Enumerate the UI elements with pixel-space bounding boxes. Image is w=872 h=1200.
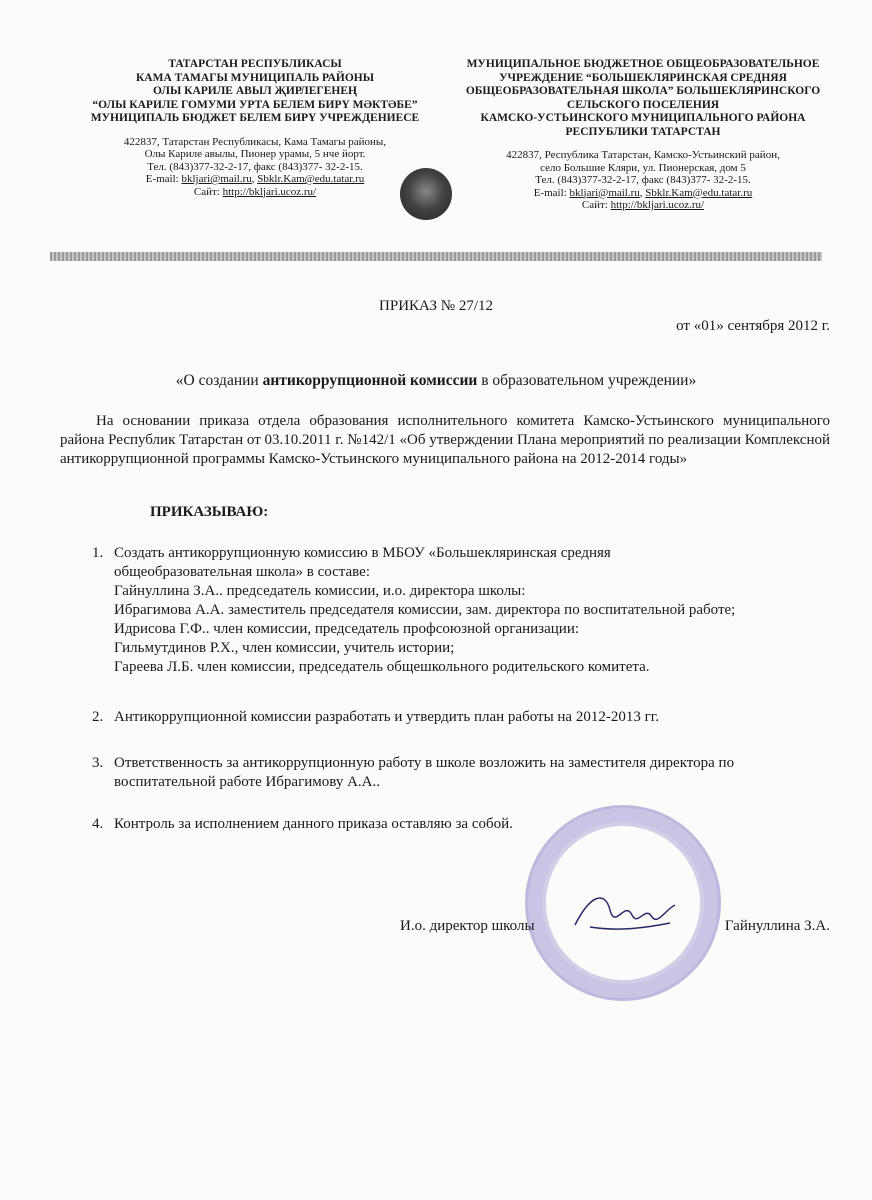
org-line: МУНИЦИПАЛЬНОЕ БЮДЖЕТНОЕ ОБЩЕОБРАЗОВАТЕЛЬНОЕ: [466, 58, 820, 70]
item-number: 1.: [92, 545, 104, 561]
order-date: от «01» сентября 2012 г.: [676, 318, 830, 334]
item-text: Ответственность за антикоррупционную работу в школе возложить на заместителя директора по воспитательной работе Ибрагимову А.А..: [114, 755, 735, 790]
heading-text: в образовательном учреждении»: [477, 372, 697, 389]
org-line: СЕЛЬСКОГО ПОСЕЛЕНИЯ: [566, 98, 720, 111]
header-right: [448, 58, 838, 212]
site-line: [90, 186, 420, 199]
header-divider: [50, 252, 822, 261]
site-label: Сайт:: [581, 199, 611, 211]
member-line: Гильмутдинов Р.Х., член комиссии, учитель истории;: [114, 640, 455, 656]
member-line: Гареева Л.Б. член комиссии, председатель общешкольного родительского комитета.: [114, 659, 650, 675]
item-number: 3.: [92, 755, 104, 771]
site-label: Сайт:: [193, 185, 223, 198]
org-line: “ОЛЫ КАРИЛЕ ГОМУМИ УРТА БЕЛЕМ БИРҮ МӘКТӘБЕ”: [92, 98, 418, 111]
email-link[interactable]: Sbklr.Kam@edu.tatar.ru: [645, 186, 753, 199]
separator: ,: [251, 173, 258, 185]
org-line: ОБЩЕОБРАЗОВАТЕЛЬНАЯ ШКОЛА” БОЛЬШЕКЛЯРИНСКОГО: [465, 85, 821, 97]
member-line: Гайнуллина З.А.. председатель комиссии, и.о. директора школы:: [114, 583, 526, 599]
org-line: УЧРЕЖДЕНИЕ “БОЛЬШЕКЛЯРИНСКАЯ СРЕДНЯЯ: [499, 71, 787, 84]
signer-name: Гайнуллина З.А.: [724, 918, 830, 934]
email-line: [90, 173, 420, 186]
list-item: [92, 815, 832, 834]
heading-bold: антикоррупционной комиссии: [262, 372, 478, 389]
email-line: [448, 187, 838, 200]
list-item: [92, 754, 832, 792]
item-number: 2.: [92, 709, 104, 725]
header-left: [90, 58, 420, 198]
address-russian: [448, 149, 838, 212]
address-line: село Большие Кляри, ул. Пионерская, дом 5: [540, 161, 746, 174]
signature: [570, 885, 680, 940]
item-text: Контроль за исполнением данного приказа оставляю за собой.: [114, 816, 513, 832]
preamble: На основании приказа отдела образования исполнительного комитета Камско-Устьинского муниципального района Республик Татарстан от 03.10.2011 г. №142/1 «Об утверждении Плана мероприятий по реализации Комплексной антикоррупционной программы Камско-Устьинского муниципального района на 2012-2014 годы»: [60, 413, 830, 467]
site-line: [448, 199, 838, 212]
heading-text: «О создании: [175, 372, 263, 389]
address-line: Олы Кариле авылы, Пионер урамы, 5 нче йорт.: [144, 148, 366, 160]
org-line: ОЛЫ КАРИЛЕ АВЫЛ ҖИРЛЕГЕНЕҢ: [153, 85, 357, 97]
phone-line: Тел. (843)377-32-2-17, факс (843)377- 32-2-15.: [535, 174, 751, 186]
org-line: РЕСПУБЛИКИ ТАТАРСТАН: [565, 125, 721, 138]
site-link[interactable]: http://bkljari.ucoz.ru/: [222, 185, 317, 198]
address-line: 422837, Татарстан Республикасы, Кама Тамагы районы,: [123, 135, 387, 148]
item-text: Антикоррупционной комиссии разработать и утвердить план работы на 2012-2013 гг.: [114, 709, 659, 725]
org-line: КАМСКО-УСТЬИНСКОГО МУНИЦИПАЛЬНОГО РАЙОНА: [480, 112, 806, 124]
signer-role: И.о. директор школы: [400, 918, 535, 934]
member-line: Идрисова Г.Ф.. член комиссии, председатель профсоюзной организации:: [114, 621, 580, 637]
org-line: МУНИЦИПАЛЬ БЮДЖЕТ БЕЛЕМ БИРҮ УЧРЕЖДЕНИЕСЕ: [90, 112, 420, 124]
org-name-tatar: [90, 58, 420, 126]
school-logo: [400, 168, 452, 220]
site-link[interactable]: http://bkljari.ucoz.ru/: [610, 199, 705, 211]
order-title: ПРИКАЗ № 27/12: [379, 298, 493, 314]
item-text: Создать антикоррупционную комиссию в МБОУ «Большекляринская средняя общеобразовательная школа» в составе:: [114, 545, 611, 580]
org-name-russian: [448, 58, 838, 139]
email-label: E-mail:: [533, 186, 570, 199]
email-link[interactable]: bkljari@mail.ru: [569, 186, 640, 199]
member-line: Ибрагимова А.А. заместитель председателя комиссии, зам. директора по воспитательной работе;: [114, 602, 736, 618]
list-item: [92, 708, 832, 727]
email-link[interactable]: bkljari@mail.ru: [181, 173, 252, 185]
list-item: [92, 544, 832, 677]
order-heading: [0, 372, 872, 390]
org-line: КАМА ТАМАГЫ МУНИЦИПАЛЬ РАЙОНЫ: [135, 71, 375, 84]
order-word: ПРИКАЗЫВАЮ:: [150, 504, 269, 520]
org-line: ТАТАРСТАН РЕСПУБЛИКАСЫ: [168, 58, 342, 70]
email-label: E-mail:: [145, 173, 182, 185]
item-number: 4.: [92, 816, 104, 832]
address-line: 422837, Республика Татарстан, Камско-Устьинский район,: [506, 149, 780, 161]
address-tatar: [90, 136, 420, 199]
separator: ,: [639, 186, 646, 199]
email-link[interactable]: Sbklr.Kam@edu.tatar.ru: [257, 173, 365, 185]
phone-line: Тел. (843)377-32-2-17, факс (843)377- 32-2-15.: [147, 160, 363, 173]
